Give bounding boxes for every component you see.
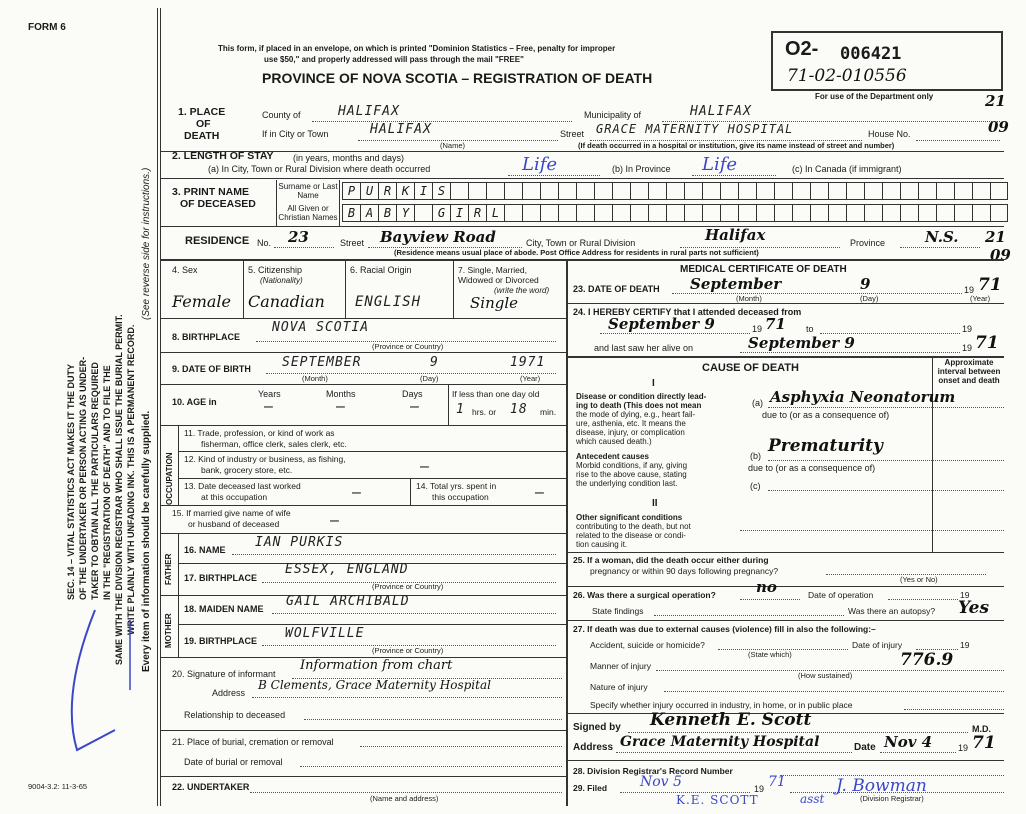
name-cell [792,204,810,222]
mother-maiden: GAIL ARCHIBALD [286,594,410,609]
roman-two: II [652,498,658,509]
sex-label: 4. Sex [172,265,198,275]
manner-label: Manner of injury [590,661,651,671]
name-cell: B [342,204,360,222]
dept-number: 71-02-010556 [787,66,907,86]
filed-19: 19 [754,784,765,794]
name-cell [450,182,468,200]
q12-a: 12. Kind of industry or business, as fishing, [184,454,346,464]
q11-a: 11. Trade, profession, or kind of work as [184,428,335,438]
name-cell: P [342,182,360,200]
name-cell [468,182,486,200]
name-cell [882,204,900,222]
q13-a: 13. Date deceased last worked [184,481,301,491]
reverse-note: (See reverse side for instructions.) [141,167,152,320]
disease-3: the mode of dying, e.g., heart fail- [576,410,696,419]
q14-a: 14. Total yrs. spent in [416,481,497,491]
q21-label: 21. Place of burial, cremation or removal [172,737,334,747]
careful-note: Every item of information should be carefully supplied. [141,410,152,672]
q15-a: 15. If married give name of wife [172,508,291,518]
dob-year: 1971 [510,355,546,370]
days-label: Days [402,389,423,399]
name-cell: B [378,204,396,222]
residence-city: Halifax [705,226,766,244]
given-label: All Given or Christian Names [278,204,338,222]
due-b: due to (or as a consequence of) [748,463,876,473]
county-value: HALIFAX [338,104,400,119]
name-cell [612,182,630,200]
name-cell: I [450,204,468,222]
stay-label: 2. LENGTH OF STAY [172,150,274,162]
cause-b-label: (b) [750,451,761,461]
mother-side: MOTHER [164,613,173,648]
registrar-hint: (Division Registrar) [860,794,924,803]
name-cell [684,204,702,222]
date-19: 19 [958,743,969,753]
address-label: Address [573,742,614,753]
disease-4: ure, asthenia, etc. It means the [576,419,686,428]
q15-b: or husband of deceased [188,519,280,529]
street-label: Street [560,129,585,139]
other-3: related to the disease or condi- [576,531,686,540]
q28-label: 28. Division Registrar's Record Number [573,766,733,776]
form-number: FORM 6 [28,22,66,33]
q27-label: 27. If death was due to external causes (violence) fill in also the following:– [573,624,876,634]
city-label: If in City or Town [262,129,329,139]
residence-city-label: City, Town or Rural Division [526,238,636,248]
name-cell [414,204,432,222]
name-cell [954,182,972,200]
stay-a-label: (a) In City, Town or Rural Division where death occurred [208,164,431,174]
name-cell [504,182,522,200]
cause-b: Prematurity [768,436,883,456]
name-cell [522,182,540,200]
name-cell [810,182,828,200]
roman-one: I [652,378,655,389]
registrar-stamp: K.E. SCOTT [676,793,759,807]
street-value: GRACE MATERNITY HOSPITAL [596,122,794,136]
q17-label: 17. BIRTHPLACE [184,573,258,583]
name-cell [738,204,756,222]
operation-value: no [756,578,777,596]
signed-label: Signed by [573,722,621,733]
dob-label: 9. DATE OF BIRTH [172,364,251,374]
dod-year-prefix: 19 [964,285,975,295]
name-cell [576,204,594,222]
q11-b: fisherman, office clerk, sales clerk, etc. [201,439,347,449]
name-cell: I [414,182,432,200]
name-cell [792,182,810,200]
due-a: due to (or as a consequence of) [762,410,890,420]
antecedent-3: rise to the above cause, stating [576,470,687,479]
attended-from-year: 71 [765,315,786,333]
q12-value: – [420,458,429,475]
dod-year: 71 [978,275,1002,295]
form-code: 9004-3.2: 11-3-65 [28,782,88,791]
state-findings: State findings [592,606,644,616]
q29-label: 29. Filed [573,783,608,793]
racial-value: ENGLISH [355,294,422,310]
county-label: County of [262,110,301,120]
hospital-hint: (If death occurred in a hospital or institution, give its name instead of street and number) [578,141,895,150]
code-3: 21 [985,228,1006,246]
q19-label: 19. BIRTHPLACE [184,636,258,646]
name-cell [756,182,774,200]
other-2: contributing to the death, but not [576,522,691,531]
date-op-19: 19 [960,590,970,600]
name-cell [594,182,612,200]
name-cell [594,204,612,222]
occupation-side: OCCUPATION [165,452,174,505]
statute-line-1: SEC. 14 – VITAL STATISTICS ACT MAKES IT THE DUTY [66,363,76,600]
icd-code: 776.9 [900,650,954,670]
statute-line-3: TAKER TO OBTAIN ALL THE PARTICULARS REQUIRED [90,362,100,600]
disease-2: ing to death (This does not mean [576,401,702,410]
medical-title: MEDICAL CERTIFICATE OF DEATH [680,264,847,275]
name-cell [648,182,666,200]
stay-b-label: (b) In Province [612,164,671,174]
name-cell [864,182,882,200]
statute-line-4: IN THE "REGISTRATION OF DEATH" AND TO FILE THE [102,365,112,600]
dod-day: 9 [860,275,871,293]
birthplace-hint: (Province or Country) [372,342,444,351]
name-cell: R [378,182,396,200]
nature-label: Nature of injury [590,682,648,692]
antecedent-2: Morbid conditions, if any, giving [576,461,688,470]
hrs-value: 1 [456,402,465,417]
q15-value: – [330,512,339,529]
father-name: IAN PURKIS [255,535,344,550]
name-cell [936,182,954,200]
months-value: – [336,398,345,415]
statute-line-2: OF THE UNDERTAKER OR PERSON ACTING AS UNDER- [78,356,88,600]
name-cell [738,182,756,200]
name-cell [972,204,990,222]
name-cell [990,182,1008,200]
q25-b: pregnancy or within 90 days following pregnancy? [590,566,779,576]
name-cell [558,182,576,200]
name-cell [990,204,1008,222]
municipality-label: Municipality of [584,110,642,120]
signed-value: Kenneth E. Scott [650,710,812,730]
name-cell [828,204,846,222]
cause-title: CAUSE OF DEATH [702,362,799,374]
surname-label: Surname or Last Name [278,182,338,200]
name-label-2: OF DECEASED [180,198,256,210]
residence-province-label: Province [850,238,886,248]
stay-hint: (in years, months and days) [293,153,405,163]
q13-value: – [352,484,361,501]
name-cell [846,204,864,222]
attended-to-label: to [806,324,814,334]
attended-from: September 9 [608,315,715,333]
q16-label: 16. NAME [184,545,226,555]
form-title: PROVINCE OF NOVA SCOTIA – REGISTRATION OF DEATH [262,70,653,86]
how-sustained-hint: (How sustained) [798,671,853,680]
name-cell [882,182,900,200]
dod-day-hint: (Day) [860,294,879,303]
name-cell [702,204,720,222]
name-cell [954,204,972,222]
name-cell [774,182,792,200]
lessday-label: If less than one day old [452,389,540,399]
given-cells [342,204,1008,222]
name-cell [666,182,684,200]
name-cell [756,204,774,222]
name-cell: L [486,204,504,222]
name-cell: U [360,182,378,200]
min-label: min. [540,407,557,417]
citizenship-label: 5. Citizenship [248,265,303,275]
last-seen-19: 19 [962,343,973,353]
disease-5: disease, injury, or complication [576,428,685,437]
name-cell [720,182,738,200]
attended-to-19: 19 [962,324,973,334]
place-label-3: DEATH [184,130,220,142]
mother-birthplace: WOLFVILLE [285,626,365,641]
name-cell [864,204,882,222]
antecedent-4: the underlying condition last. [576,479,678,488]
statute-line-6: WRITE PLAINLY WITH UNFADING INK. THIS IS A PERMANENT RECORD. [126,324,136,635]
years-value: – [264,398,273,415]
cause-a-label: (a) [752,398,763,408]
q24-label: 24. I HEREBY CERTIFY that I attended deceased from [573,307,802,317]
years-label: Years [258,389,281,399]
stay-c-label: (c) In Canada (if immigrant) [792,164,902,174]
name-cell [648,204,666,222]
disease-6: which caused death.) [576,437,652,446]
birthplace-label: 8. BIRTHPLACE [172,332,241,342]
autopsy-value: Yes [958,598,990,618]
q14-value: – [535,484,544,501]
date-value: Nov 4 [884,733,933,751]
date-label: Date [854,742,876,753]
date-injury-19: 19 [960,640,970,650]
attended-from-19: 19 [752,324,763,334]
date-op-label: Date of operation [808,590,874,600]
q14-b: this occupation [432,492,489,502]
name-cell: S [432,182,450,200]
name-cell [972,182,990,200]
state-which-hint: (State which) [748,650,792,659]
code-4: 09 [990,246,1011,264]
dept-label: For use of the Department only [815,92,934,101]
other-4: tion causing it. [576,540,628,549]
city-value: HALIFAX [370,122,432,137]
yes-no-hint: (Yes or No) [900,575,938,584]
residence-no: 23 [288,228,309,246]
last-seen-year: 71 [975,333,999,353]
cause-a: Asphyxia Neonatorum [770,388,956,406]
min-value: 18 [510,402,528,417]
registrar-asst: asst [800,792,825,806]
md-label: M.D. [972,724,991,734]
residence-street: Bayview Road [380,228,496,246]
marital-value: Single [470,294,519,312]
name-cell [684,182,702,200]
age-label: 10. AGE in [172,397,217,407]
city-name-hint: (Name) [440,141,466,150]
dod-month-hint: (Month) [736,294,762,303]
marital-label: 7. Single, Married, Widowed or Divorced [458,265,539,285]
name-cell: Y [396,204,414,222]
dod-year-hint: (Year) [970,294,991,303]
citizenship-hint: (Nationality) [260,276,303,285]
q13-b: at this occupation [201,492,268,502]
house-label: House No. [868,129,911,139]
name-cell: G [432,204,450,222]
autopsy-label: Was there an autopsy? [848,606,936,616]
dob-month-hint: (Month) [302,374,328,383]
name-cell [936,204,954,222]
mail-note-1: This form, if placed in an envelope, on which is printed "Dominion Statistics – Free, penalty for improper [218,44,616,53]
name-cell [540,204,558,222]
residence-province: N.S. [925,228,959,246]
q22-label: 22. UNDERTAKER [172,782,250,792]
q25-a: 25. If a woman, did the death occur either during [573,555,769,565]
name-cell [522,204,540,222]
name-cell [540,182,558,200]
date-injury-label: Date of injury [852,640,903,650]
name-cell [504,204,522,222]
reg-prefix: O2- [785,38,819,60]
racial-label: 6. Racial Origin [350,265,412,275]
father-birthplace: ESSEX, ENGLAND [285,562,409,577]
q23-label: 23. DATE OF DEATH [573,284,660,294]
residence-no-label: No. [257,238,272,248]
name-cell [900,182,918,200]
name-cell [558,204,576,222]
residence-street-label: Street [340,238,365,248]
name-cell [630,204,648,222]
code-2: 09 [988,118,1009,136]
name-cell [576,182,594,200]
name-cell [918,182,936,200]
residence-label: RESIDENCE [185,235,250,247]
name-label-1: 3. PRINT NAME [172,186,250,198]
dob-day-hint: (Day) [420,374,439,383]
relationship-label: Relationship to deceased [184,710,286,720]
stay-b-value: Life [702,154,738,175]
birthplace-value: NOVA SCOTIA [272,320,370,335]
antecedent-1: Antecedent causes [576,452,649,461]
filed-year: 71 [768,774,786,790]
name-cell [630,182,648,200]
name-cell [612,204,630,222]
place-label-2: OF [196,118,211,130]
name-cell: K [396,182,414,200]
name-cell: A [360,204,378,222]
dob-month: SEPTEMBER [282,355,362,370]
months-label: Months [326,389,356,399]
other-1: Other significant conditions [576,513,683,522]
name-cell [720,204,738,222]
q12-b: bank, grocery store, etc. [201,465,293,475]
name-cell [486,182,504,200]
margin-pen-mark [55,600,145,760]
municipality-value: HALIFAX [690,104,752,119]
registrar-signature: J. Bowman [836,776,927,796]
last-seen-label: and last saw her alive on [594,343,694,353]
citizenship-value: Canadian [248,292,325,311]
sex-value: Female [172,292,231,311]
filed-value: Nov 5 [640,774,682,790]
mother-bp-hint: (Province or Country) [372,646,444,655]
informant-address: B Clements, Grace Maternity Hospital [258,678,491,692]
address-value: Grace Maternity Hospital [620,734,820,750]
code-1: 21 [985,92,1006,110]
marital-hint: (write the word) [494,286,550,295]
interval-label: Approximate interval between onset and death [937,358,1001,385]
place-label-1: 1. PLACE [178,106,226,118]
dod-month: September [690,275,782,293]
days-value: – [410,398,419,415]
hrs-label: hrs. or [472,407,497,417]
informant-address-label: Address [212,688,246,698]
name-cell [702,182,720,200]
name-cell [918,204,936,222]
stay-a-value: Life [522,154,558,175]
date-year: 71 [972,733,996,753]
accident-label: Accident, suicide or homicide? [590,640,705,650]
surname-cells [342,182,1008,200]
specify-label: Specify whether injury occurred in industry, in home, or in public place [590,700,853,710]
name-cell [666,204,684,222]
reg-number: 006421 [840,44,902,64]
informant-value: Information from chart [300,658,453,673]
mail-note-2: use $50," and properly addressed will pass through the mail "FREE" [264,55,524,64]
q20-label: 20. Signature of informant [172,669,276,679]
residence-hint: (Residence means usual place of abode. Post Office Address for residents in rural parts not sufficient) [394,248,759,257]
name-cell [846,182,864,200]
name-cell: R [468,204,486,222]
q26-label: 26. Was there a surgical operation? [573,590,716,600]
name-cell [900,204,918,222]
cause-c-label: (c) [750,481,761,491]
statute-line-5: SAME WITH THE DIVISION REGISTRAR WHO SHALL ISSUE THE BURIAL PERMIT. [114,314,124,665]
name-cell [828,182,846,200]
name-cell [810,204,828,222]
undertaker-hint: (Name and address) [370,794,439,803]
burial-date-label: Date of burial or removal [184,757,283,767]
disease-1: Disease or condition directly lead- [576,392,707,401]
father-bp-hint: (Province or Country) [372,582,444,591]
name-cell [774,204,792,222]
q18-label: 18. MAIDEN NAME [184,604,264,614]
dob-day: 9 [430,355,439,370]
dob-year-hint: (Year) [520,374,541,383]
father-side: FATHER [164,553,173,585]
last-seen-date: September 9 [748,334,855,352]
